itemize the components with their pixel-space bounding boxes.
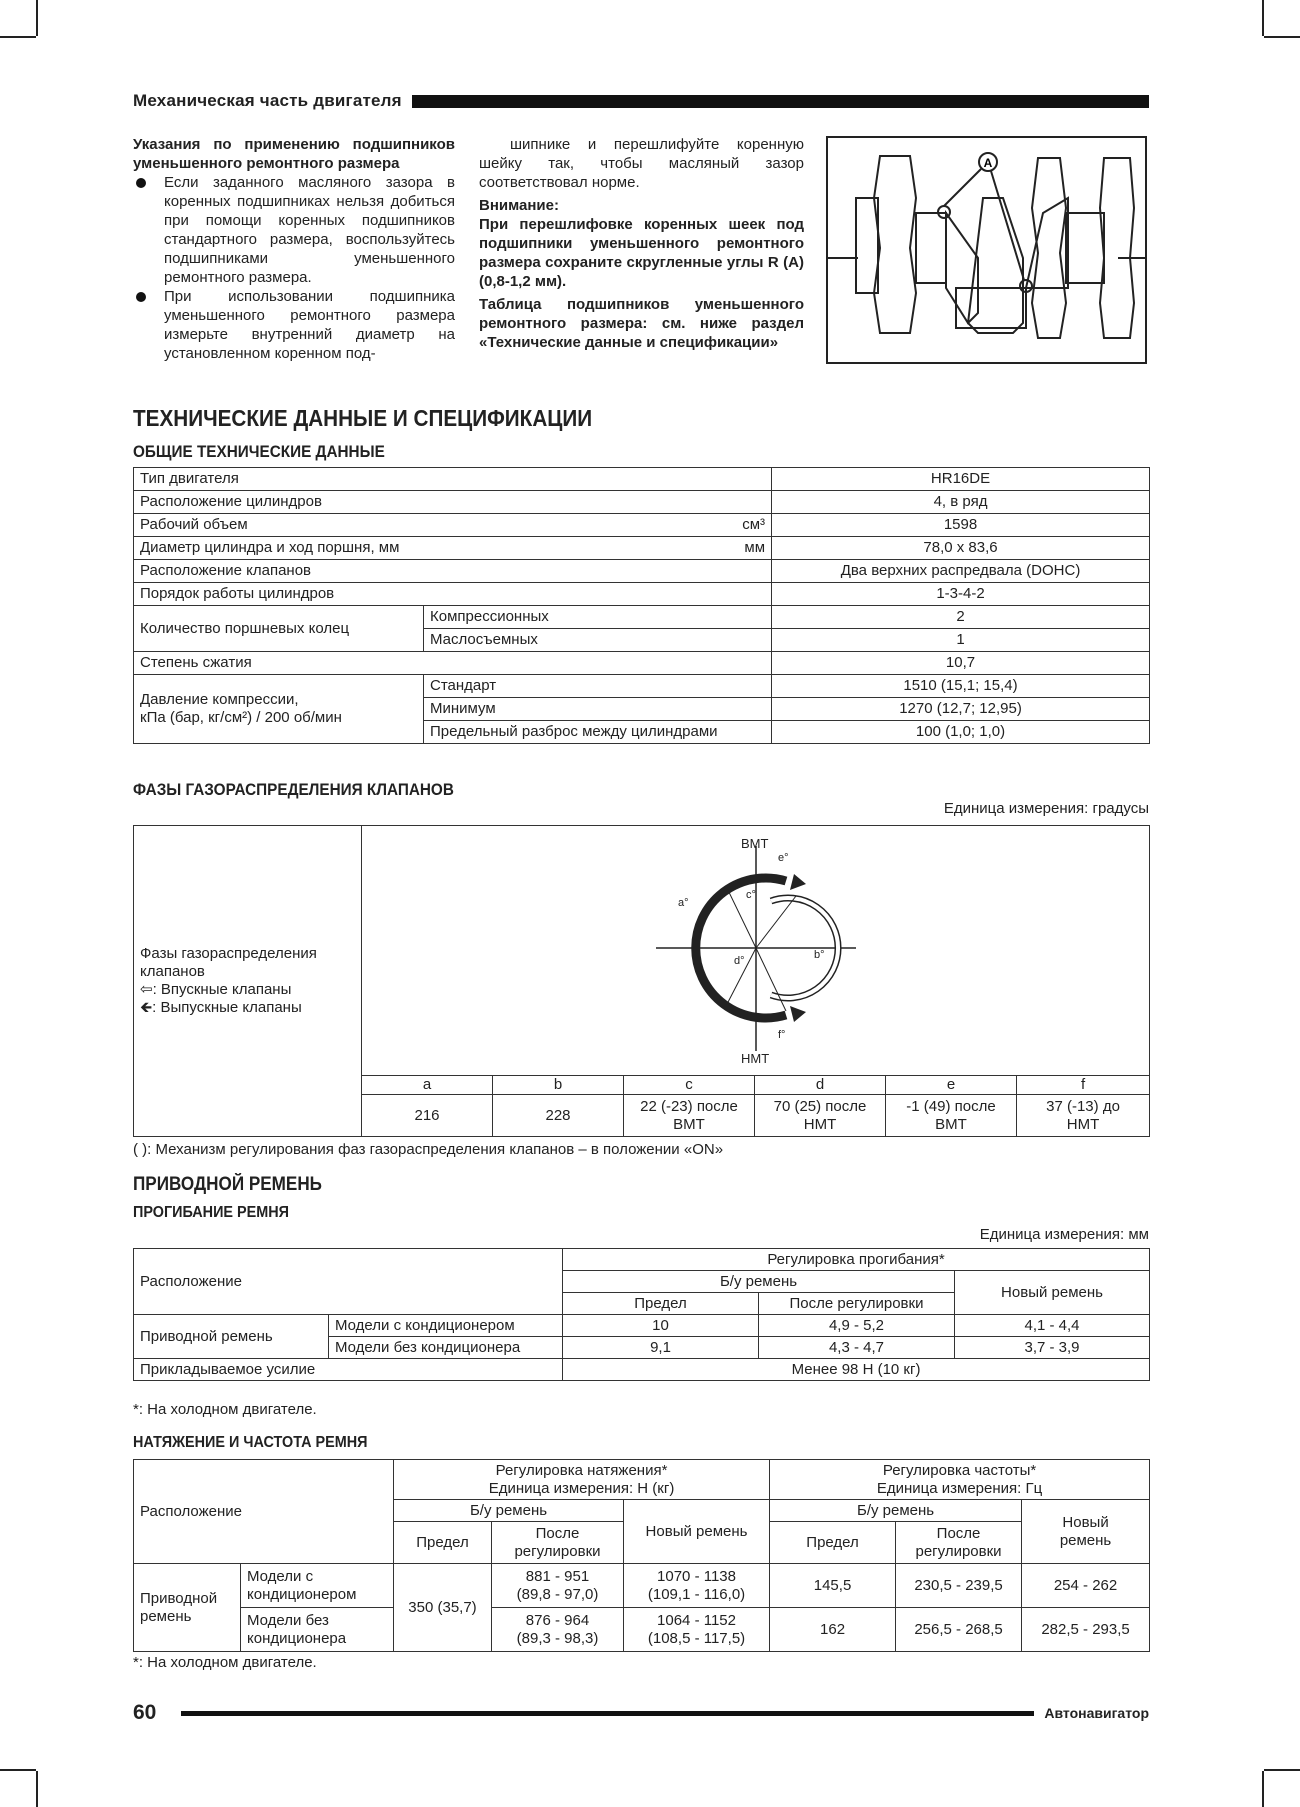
crankshaft-figure [826,136,1147,364]
tension-value: 1070 - 1138 [657,1567,736,1585]
timing-value-cell [886,1095,1017,1137]
model-text: Модели с [247,1567,314,1585]
spec-value: 1 [772,629,1150,652]
crop-mark [1262,0,1264,36]
page-footer [133,1700,1149,1726]
frequency-value: 282,5 - 293,5 [1022,1608,1150,1652]
crop-mark [1264,1769,1300,1771]
frequency-adjust-unit: Единица измерения: Гц [876,1479,1043,1497]
column-header: f [1017,1076,1150,1095]
new-belt-header: Новый ремень [955,1271,1150,1315]
after-adjust-label: регулировки [514,1542,601,1560]
tension-adjust-header [394,1460,770,1500]
exhaust-legend: 🡸: Выпускные клапаны [140,999,302,1016]
bullet-list [133,173,455,363]
valve-timing-unit: Единица измерения: градусы [943,800,1149,817]
spec-label: Степень сжатия [134,652,772,675]
spec-value: 78,0 x 83,6 [772,537,1150,560]
new-belt-label: Новый [1062,1513,1109,1531]
spec-value: 10,7 [772,652,1150,675]
valve-timing-table [133,825,1150,1137]
table-row [134,1564,1150,1608]
spec-sublabel: Маслосъемных [424,629,772,652]
deflection-value: 4,1 - 4,4 [955,1315,1150,1337]
deflection-title: ПРОГИБАНИЕ РЕМНЯ [133,1204,289,1221]
specs-title: ТЕХНИЧЕСКИЕ ДАННЫЕ И СПЕЦИФИКАЦИИ [133,405,593,431]
timing-value: 22 (-23) после [640,1097,738,1115]
spec-sublabel: Компрессионных [424,606,772,629]
table-row [134,675,1150,698]
spec-value: 1270 (12,7; 12,95) [772,698,1150,721]
spec-label: кПа (бар, кг/см²) / 200 об/мин [140,709,342,726]
frequency-value: 145,5 [770,1564,896,1608]
column-header: a [362,1076,493,1095]
table-row [134,652,1150,675]
angle-c-label: c° [745,889,756,901]
callout-a: A [983,156,993,170]
drive-belt-title: ПРИВОДНОЙ РЕМЕНЬ [133,1174,322,1195]
bearing-heading: Указания по применению подшипников уменьшенного ремонтного размера [133,136,455,172]
tension-after-value [492,1564,624,1608]
spec-value: 1598 [772,514,1150,537]
column-header: e [886,1076,1017,1095]
timing-value: НМТ [1066,1115,1100,1133]
spec-value: 1510 (15,1; 15,4) [772,675,1150,698]
new-belt-label: ремень [1059,1531,1112,1549]
timing-value-cell [624,1095,755,1137]
spec-label: Диаметр цилиндра и ход поршня, мм [140,539,400,556]
tension-new-value [624,1608,770,1652]
deflection-value: 4,3 - 4,7 [759,1337,955,1359]
angle-f-label: f° [777,1029,785,1041]
valve-timing-label-cell [134,826,362,1137]
valve-timing-label: клапанов [140,963,205,980]
timing-value: -1 (49) после [906,1097,996,1115]
table-row [134,1359,1150,1381]
tension-adjust-unit: Единица измерения: Н (кг) [488,1479,675,1497]
model-text: кондиционера [247,1629,347,1647]
tension-limit-value: 350 (35,7) [394,1564,492,1652]
table-row [134,583,1150,606]
table-row [134,560,1150,583]
drive-belt-label: Приводной ремень [134,1315,329,1359]
model-label [241,1608,394,1652]
frequency-value: 256,5 - 268,5 [896,1608,1022,1652]
adjust-header: Регулировка прогибания* [563,1249,1150,1271]
spec-sublabel: Стандарт [424,675,772,698]
spec-label: Тип двигателя [134,468,772,491]
text-column-2 [479,135,804,352]
deflection-unit: Единица измерения: мм [979,1226,1149,1243]
crop-mark [1262,1771,1264,1807]
spec-value: Два верхних распредвала (DOHC) [772,560,1150,583]
spec-sublabel: Минимум [424,698,772,721]
tdc-label: ВМТ [740,836,768,851]
new-belt-header: Новый ремень [624,1500,770,1564]
column-header: b [493,1076,624,1095]
table-row [134,537,1150,560]
spec-value: 4, в ряд [772,491,1150,514]
tension-new-value [624,1564,770,1608]
spec-label: Количество поршневых колец [134,606,424,652]
timing-value: ВМТ [935,1115,967,1133]
page-number: 60 [133,1701,157,1724]
tension-value: (108,5 - 117,5) [647,1629,746,1647]
bullet-item: Если заданного масляного зазора в коренных подшипниках нельзя добиться при помощи коренных подшипников стандартного размера, воспользуйтесь подшипниками уменьшенного ремонтного размера. [133,173,455,287]
model-text: кондиционером [247,1585,357,1603]
tension-value: 1064 - 1152 [657,1611,736,1629]
frequency-value: 162 [770,1608,896,1652]
table-reference: Таблица подшипников уменьшенного ремонтного размера: см. ниже раздел «Технические данные и спецификации» [479,296,804,351]
model-label: Модели без кондиционера [329,1337,563,1359]
drive-belt-text: ремень [140,1607,192,1625]
deflection-value: 9,1 [563,1337,759,1359]
crop-mark [1264,36,1300,38]
timing-value: 37 (-13) до [1046,1097,1120,1115]
limit-header: Предел [563,1293,759,1315]
after-adjust-header [492,1522,624,1564]
spec-label-cell [134,514,772,537]
spec-value: 2 [772,606,1150,629]
tension-title: НАТЯЖЕНИЕ И ЧАСТОТА РЕМНЯ [133,1434,368,1451]
header-rule [412,95,1149,108]
text-column-1 [133,135,455,363]
general-specs-title: ОБЩИЕ ТЕХНИЧЕСКИЕ ДАННЫЕ [133,442,385,461]
timing-value: 216 [362,1095,493,1137]
frequency-adjust-title: Регулировка частоты* [882,1461,1037,1479]
deflection-value: 10 [563,1315,759,1337]
spec-label: Порядок работы цилиндров [134,583,772,606]
crankshaft-drawing [828,138,1145,362]
table-row [134,1315,1150,1337]
crop-mark [0,36,36,38]
tension-after-value [492,1608,624,1652]
used-belt-header: Б/у ремень [770,1500,1022,1522]
angle-e-label: e° [777,852,789,864]
new-belt-header [1022,1500,1150,1564]
belt-tension-table [133,1459,1150,1652]
spec-label-cell [134,537,772,560]
timing-value: НМТ [803,1115,837,1133]
crop-mark [36,1771,38,1807]
after-adjust-label: После [936,1524,981,1542]
frequency-value: 230,5 - 239,5 [896,1564,1022,1608]
intake-legend: ⇦: Впускные клапаны [140,981,292,998]
bdc-label: НМТ [740,1051,769,1066]
column-header: d [755,1076,886,1095]
force-label: Прикладываемое усилие [134,1359,563,1381]
bullet-item: При использовании подшипника уменьшенного ремонтного размера измерьте внутренний диаметр на установленном коренном под- [133,287,455,363]
spec-label-cell [134,675,424,744]
valve-timing-diagram-cell [362,826,1150,1076]
attention-text: При перешлифовке коренных шеек под подшипники уменьшенного ремонтного размера сохраните скругленные углы R (A) (0,8-1,2 мм). [479,216,804,290]
footer-rule [181,1711,1034,1716]
spec-label: Расположение клапанов [134,560,772,583]
limit-header: Предел [770,1522,896,1564]
column-header: c [624,1076,755,1095]
drive-belt-label [134,1564,241,1652]
table-row [134,826,1150,1076]
valve-timing-diagram [366,826,1146,1070]
timing-value: 70 (25) после [773,1097,867,1115]
timing-value-cell [1017,1095,1150,1137]
table-row [134,606,1150,629]
spec-unit: мм [744,539,766,556]
spec-sublabel: Предельный разброс между цилиндрами [424,721,772,744]
after-adjust-label: После [535,1524,580,1542]
table-row [134,1608,1150,1652]
general-specs-table [133,467,1150,744]
after-adjust-label: регулировки [915,1542,1002,1560]
tension-value: (109,1 - 116,0) [647,1585,746,1603]
valve-timing-label: Фазы газораспределения [140,945,317,962]
spec-label: Давление компрессии, [140,691,299,708]
table-row [134,1460,1150,1500]
drive-belt-text: Приводной [140,1589,218,1607]
spec-value: 100 (1,0; 1,0) [772,721,1150,744]
model-text: Модели без [247,1611,329,1629]
tension-value: (89,3 - 98,3) [516,1629,599,1647]
angle-a-label: a° [677,897,689,909]
after-adjust-header [896,1522,1022,1564]
spec-label: Расположение цилиндров [134,491,772,514]
spec-value: 1-3-4-2 [772,583,1150,606]
tension-value: 881 - 951 [525,1567,590,1585]
deflection-value: 4,9 - 5,2 [759,1315,955,1337]
deflection-value: 3,7 - 3,9 [955,1337,1150,1359]
table-row [134,514,1150,537]
crop-mark [0,1769,36,1771]
after-adjust-header: После регулировки [759,1293,955,1315]
running-header-title: Механическая часть двигателя [133,91,402,110]
running-header [133,88,1149,114]
frequency-value: 254 - 262 [1022,1564,1150,1608]
spec-unit: см³ [742,516,766,533]
used-belt-header: Б/у ремень [394,1500,624,1522]
table-row [134,468,1150,491]
valve-timing-note: ( ): Механизм регулирования фаз газораспределения клапанов – в положении «ON» [133,1141,724,1158]
tension-value: (89,8 - 97,0) [516,1585,599,1603]
angle-d-label: d° [733,955,745,967]
publisher-brand: Автонавигатор [1044,1705,1149,1721]
attention-label: Внимание: [479,197,559,214]
timing-value-cell [755,1095,886,1137]
deflection-note: *: На холодном двигателе. [133,1401,317,1418]
valve-timing-title: ФАЗЫ ГАЗОРАСПРЕДЕЛЕНИЯ КЛАПАНОВ [133,780,454,799]
timing-value: ВМТ [673,1115,705,1133]
spec-value: HR16DE [772,468,1150,491]
angle-b-label: b° [813,949,825,961]
model-label: Модели с кондиционером [329,1315,563,1337]
continuation-text: шипнике и перешлифуйте коренную шейку так, чтобы масляный зазор соответствовал норме. [479,136,804,191]
belt-deflection-table [133,1248,1150,1381]
location-header: Расположение [134,1249,563,1315]
table-row [134,491,1150,514]
table-row [134,1249,1150,1271]
used-belt-header: Б/у ремень [563,1271,955,1293]
limit-header: Предел [394,1522,492,1564]
crop-mark [36,0,38,36]
frequency-adjust-header [770,1460,1150,1500]
tension-value: 876 - 964 [525,1611,590,1629]
location-header: Расположение [134,1460,394,1564]
timing-value: 228 [493,1095,624,1137]
tension-note: *: На холодном двигателе. [133,1654,317,1671]
model-label [241,1564,394,1608]
force-value: Менее 98 Н (10 кг) [563,1359,1150,1381]
spec-label: Рабочий объем [140,516,248,533]
tension-adjust-title: Регулировка натяжения* [495,1461,668,1479]
